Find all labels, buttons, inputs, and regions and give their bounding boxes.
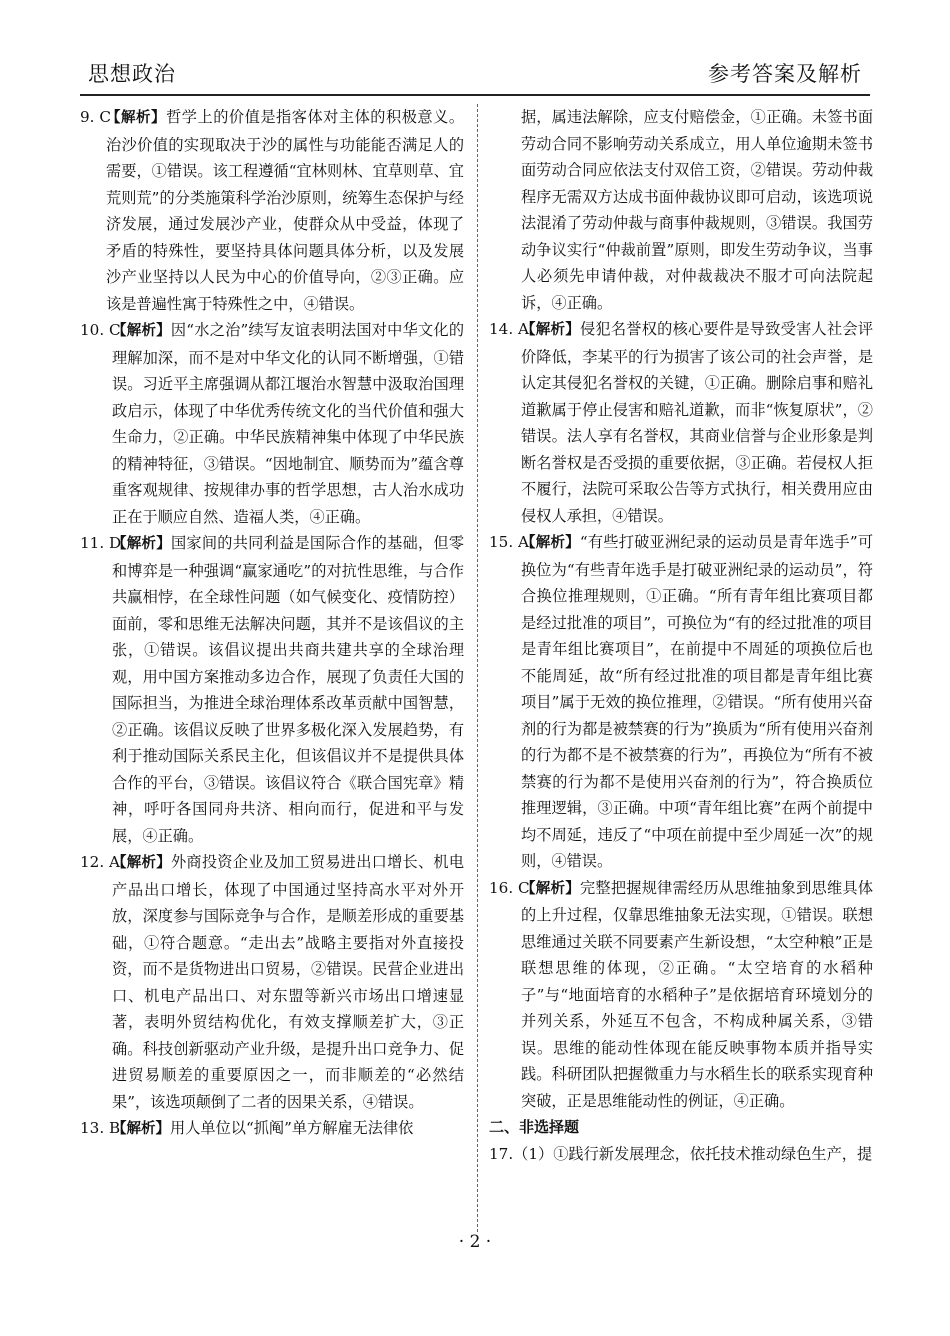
answer-text: “有些打破亚洲纪录的运动员是青年选手”可换位为“有些青年选手是打破亚洲纪录的运动员”，符合换位推理规则，①正确。“所有青年组比赛项目都是经过批准的项目”，可换位为“有的经过批准的项目是青年组比赛项目”，在前提中不周延的项换位后也不能周延，故“所有经过批准的项目都是青年组比赛项目”属于无效的换位推理，②错误。“所有使用兴奋剂的行为都是被禁赛的行为”换质为“所有使用兴奋剂的行为都不是不被禁赛的行为”，再换位为“所有不被禁赛的行为都不是使用兴奋剂的行为”，符合换质位推理逻辑，③正确。中项“青年组比赛”在两个前提中均不周延，违反了“中项在前提中至少周延一次”的规则，④错误。: [521, 533, 874, 870]
header-subject: 思想政治: [88, 62, 176, 86]
analysis-tag: 【解析】: [112, 536, 171, 552]
answer-item-13: [80, 1115, 464, 1143]
right-column: [489, 104, 873, 1167]
answer-text: 外商投资企业及加工贸易进出口增长、机电产品出口增长，体现了中国通过坚持高水平对外开放，深度参与国际竞争与合作，是顺差形成的重要基础，①符合题意。“走出去”战略主要指对外直接投资，而不是货物进出口贸易，②错误。民营企业进出口、机电产品出口、对东盟等新兴市场出口增速显著，表明外贸结构优化，有效支撑顺差扩大，③正确。科技创新驱动产业升级，是提升出口竞争力、促进贸易顺差的重要原因之一，而非顺差的“必然结果”，该选项颠倒了二者的因果关系，④错误。: [112, 853, 465, 1111]
answer-item-15: [489, 529, 873, 875]
analysis-tag: 【解析】: [112, 323, 171, 339]
page-header: [80, 58, 870, 90]
analysis-tag: 【解析】: [112, 1121, 170, 1137]
left-column: [80, 104, 464, 1143]
answer-item-11: [80, 530, 464, 849]
answer-number: 11. D: [80, 534, 122, 552]
answer-text: 据，属违法解除，应支付赔偿金，①正确。未签书面劳动合同不影响劳动关系成立，用人单位逾期未签书面劳动合同应依法支付双倍工资，②错误。劳动仲裁程序无需双方达成书面仲裁协议即可启动，该选项说法混淆了劳动仲裁与商事仲裁规则，③错误。我国劳动争议实行“仲裁前置”原则，即发生劳动争议，当事人必须先申请仲裁，对仲裁裁决不服才可向法院起诉，④正确。: [521, 108, 873, 312]
answer-item-12: [80, 849, 464, 1115]
answer-number: 13. B: [80, 1119, 121, 1137]
answer-number: 14. A: [489, 320, 529, 338]
analysis-tag: 【解析】: [521, 535, 580, 551]
answer-text: 侵犯名誉权的核心要件是导致受害人社会评价降低，李某平的行为损害了该公司的社会声誉，是认定其侵犯名誉权的关键，①正确。删除启事和赔礼道歉属于停止侵害和赔礼道歉，而非“恢复原状”，②错误。法人享有名誉权，其商业信誉与企业形象是判断名誉权是否受损的重要依据，③正确。若侵权人拒不履行，法院可采取公告等方式执行，相关费用应由侵权人承担，④错误。: [521, 320, 874, 525]
section-heading: 二、非选择题: [489, 1118, 580, 1136]
answer-number: 10. C: [80, 321, 121, 339]
page-number: · 2 ·: [458, 1232, 492, 1252]
answer-text: 哲学上的价值是指客体对主体的积极意义。治沙价值的实现取决于沙的属性与功能能否满足人的需要，①错误。该工程遵循“宜林则林、宜草则草、宜荒则荒”的分类施策科学治沙原则，统筹生态保护与经济发展，通过发展沙产业，使群众从中受益，体现了矛盾的特殊性，要坚持具体问题具体分析，以及发展沙产业坚持以人民为中心的价值导向，②③正确。应该是普遍性寓于特殊性之中，④错误。: [106, 108, 465, 313]
answer-number: 9. C: [80, 108, 111, 126]
analysis-tag: 【解析】: [112, 855, 171, 871]
answer-text: 完整把握规律需经历从思维抽象到思维具体的上升过程，仅靠思维抽象无法实现，①错误。联想思维通过关联不同要素产生新设想，“太空种粮”正是联想思维的体现，②正确。“太空培育的水稻种子”与“地面培育的水稻种子”是依据培育环境划分的并列关系，外延互不包含，不构成种属关系，③错误。思维的能动性体现在能反映事物本质并指导实践。科研团队把握微重力与水稻生长的联系实现育种突破，正是思维能动性的例证，④正确。: [521, 878, 874, 1110]
answer-text: 因“水之治”续写友谊表明法国对中华文化的理解加深，而不是对中华文化的认同不断增强，①错误。习近平主席强调从都江堰治水智慧中汲取治国理政启示，体现了中华优秀传统文化的当代价值和强大生命力，②正确。中华民族精神集中体现了中华民族的精神特征，③错误。“因地制宜、顺势而为”蕴含尊重客观规律、按规律办事的哲学思想，古人治水成功正在于顺应自然、造福人类，④正确。: [112, 321, 465, 526]
answer-item-9: [80, 104, 464, 317]
question-17-start: 17.（1）①践行新发展理念，依托技术推动绿色生产，提: [489, 1144, 873, 1163]
answer-text: 用人单位以“抓阄”单方解雇无法律依: [170, 1119, 414, 1137]
answer-number: 16. C: [489, 878, 530, 897]
answer-item-16: [489, 875, 873, 1115]
answer-item-13-continued: [489, 104, 873, 316]
answer-number: 15. A: [489, 533, 529, 551]
header-rule: [80, 94, 870, 96]
analysis-tag: 【解析】: [521, 322, 580, 338]
column-divider: [477, 104, 478, 1232]
header-title: 参考答案及解析: [708, 62, 862, 86]
analysis-tag: 【解析】: [521, 880, 580, 897]
answer-item-10: [80, 317, 464, 530]
answer-text: 国家间的共同利益是国际合作的基础，但零和博弈是一种强调“赢家通吃”的对抗性思维，与合作共赢相悖，在全球性问题（如气候变化、疫情防控）面前，零和思维无法解决问题，其并不是该倡议的主张，①错误。该倡议提出共商共建共享的全球治理观，用中国方案推动多边合作，展现了负责任大国的国际担当，为推进全球治理体系改革贡献中国智慧，②正确。该倡议反映了世界多极化深入发展趋势，有利于推动国际关系民主化，但该倡议并不是提供具体合作的平台，③错误。该倡议符合《联合国宪章》精神，呼吁各国同舟共济、相向而行，促进和平与发展，④正确。: [112, 534, 465, 845]
analysis-tag: 【解析】: [106, 110, 167, 126]
answer-item-14: [489, 316, 873, 529]
answer-number: 12. A: [80, 853, 120, 871]
